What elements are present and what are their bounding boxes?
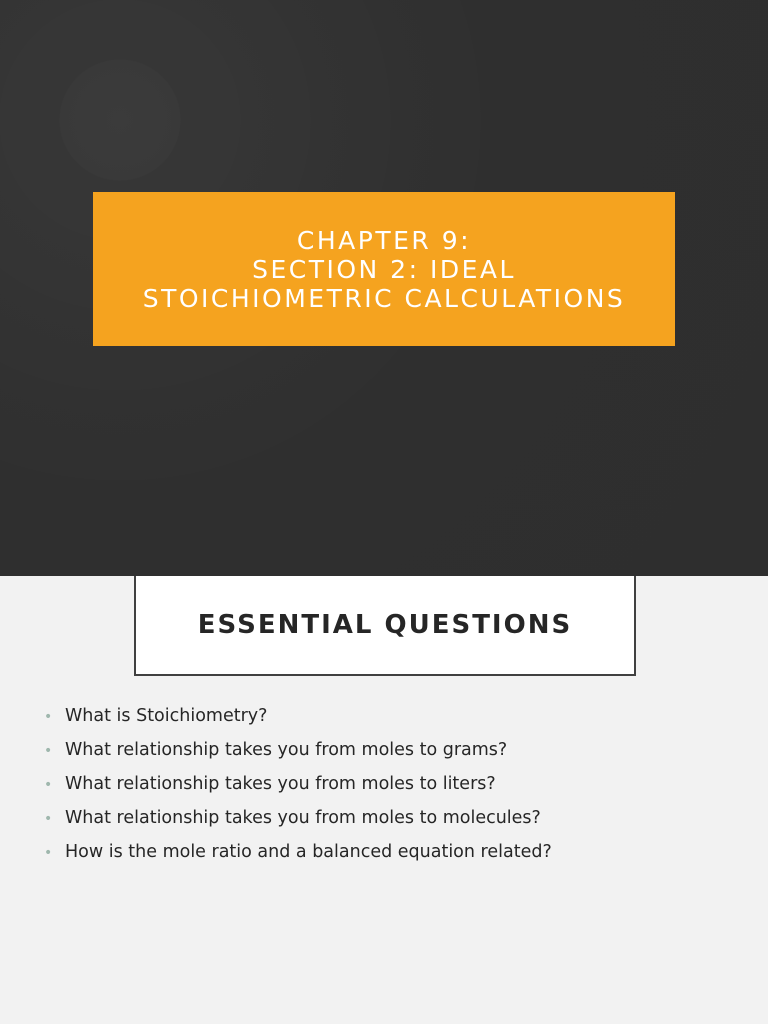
essential-questions-slide bbox=[0, 576, 768, 1024]
question-text: What relationship takes you from moles to liters? bbox=[65, 774, 496, 794]
bullet-icon: • bbox=[44, 777, 53, 793]
question-text: What relationship takes you from moles to molecules? bbox=[65, 808, 541, 828]
question-list bbox=[44, 706, 552, 876]
list-item bbox=[44, 706, 552, 740]
list-item bbox=[44, 774, 552, 808]
bullet-icon: • bbox=[44, 709, 53, 725]
list-item bbox=[44, 842, 552, 876]
bullet-icon: • bbox=[44, 811, 53, 827]
slide-title: CHAPTER 9: SECTION 2: IDEAL STOICHIOMETRIC CALCULATIONS bbox=[142, 225, 626, 313]
question-text: What relationship takes you from moles to grams? bbox=[65, 740, 508, 760]
bullet-icon: • bbox=[44, 845, 53, 861]
slide-heading: ESSENTIAL QUESTIONS bbox=[197, 610, 573, 640]
list-item bbox=[44, 740, 552, 774]
question-text: What is Stoichiometry? bbox=[65, 706, 268, 726]
list-item bbox=[44, 808, 552, 842]
bullet-icon: • bbox=[44, 743, 53, 759]
question-text: How is the mole ratio and a balanced equation related? bbox=[65, 842, 552, 862]
heading-box bbox=[134, 576, 636, 676]
title-banner bbox=[93, 192, 675, 346]
